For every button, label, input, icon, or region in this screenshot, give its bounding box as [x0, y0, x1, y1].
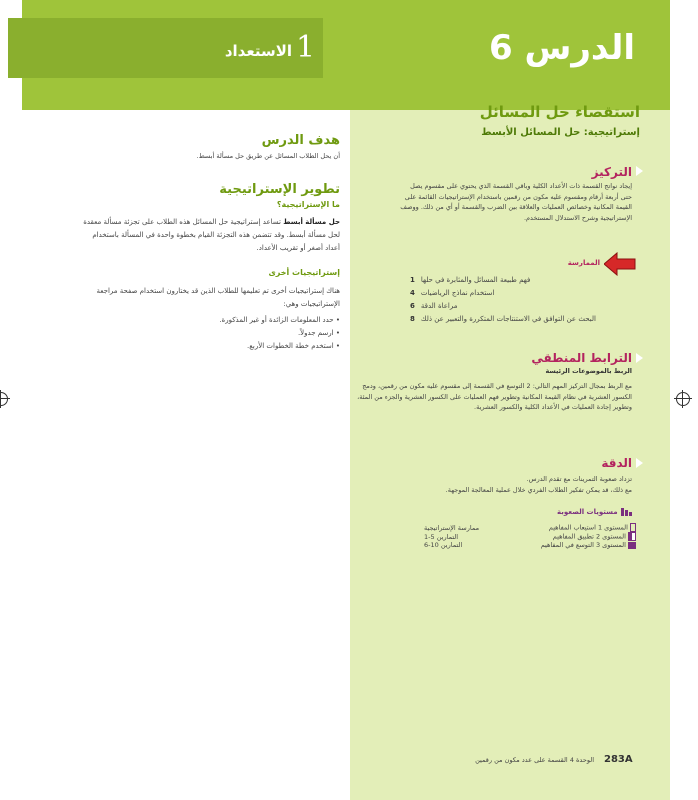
bullet-icon: • [333, 342, 340, 350]
bullet-icon: • [333, 329, 340, 337]
goal-heading: هدف الدرس [261, 133, 340, 148]
practice-label: الممارسة [567, 259, 600, 267]
bullet-item [120, 314, 340, 327]
bullet-item [120, 340, 340, 353]
practice-item [410, 274, 632, 287]
coherence-line: وتطوير إجادة العمليات في الأعداد الكلية والكسور العشرية. [474, 403, 632, 411]
practice-text: مراعاة الدقة [420, 302, 458, 310]
lesson-section-title: استقصاء حل المسائل [479, 103, 640, 121]
focus-marker-icon [636, 166, 643, 176]
level-1-icon [630, 523, 636, 532]
focus-line: القيمة المكانية وخصائص العمليات والعلاقة بين الضرب والقسمة أو أي من ذلك. ووصف [400, 203, 632, 211]
what-text [22, 216, 340, 255]
other-heading: إستراتيجيات أخرى [268, 268, 340, 277]
rigor-line: مع ذلك، قد يمكن تفكير الطلاب الفردي خلال عملية المعالجة الموجهة. [445, 485, 632, 494]
what-line: لحل مسألة أبسط. وقد تتضمن هذه التجزئة القيام بخطوة واحدة في المسألة باستخدام [92, 231, 340, 239]
what-line [22, 216, 340, 229]
focus-line: الإستراتيجية وشرح الاستدلال المستخدم. [523, 213, 632, 222]
levels-bar-icon [625, 510, 628, 516]
lesson-title: الدرس 6 [488, 28, 635, 68]
levels-bar-icon [621, 508, 624, 516]
focus-heading: التركيز [591, 165, 632, 179]
bullet-item [120, 327, 340, 340]
coherence-subheading: الربط بالموضوعات الرئيسة [545, 367, 632, 375]
level-cell [503, 523, 640, 532]
bullet-icon: • [333, 316, 340, 324]
difficulty-levels-title [530, 508, 632, 516]
level-row [420, 532, 640, 541]
levels-title-text: مستويات الصعوبة [556, 508, 618, 516]
level-label: المستوى 2 تطبيق المفاهيم [552, 532, 626, 541]
focus-text [400, 181, 632, 223]
other-bullets [120, 314, 340, 353]
other-text [22, 285, 340, 311]
level-label: المستوى 1 استيعاب المفاهيم [548, 523, 628, 532]
coherence-heading: الترابط المنطقي [531, 351, 632, 365]
coherence-marker-icon [636, 353, 643, 363]
rigor-marker-icon [636, 458, 643, 468]
practice-arrow-icon [604, 252, 636, 276]
practice-item [410, 287, 632, 300]
what-heading: ما الإستراتيجية؟ [276, 200, 340, 209]
lesson-section-subtitle: إستراتيجية: حل المسائل الأبسط [481, 127, 640, 138]
practice-num: 4 [410, 289, 415, 297]
level-row [420, 523, 640, 532]
difficulty-levels-table [420, 523, 640, 549]
practice-num: 8 [410, 315, 415, 323]
goal-text: أن يحل الطلاب المسائل عن طريق حل مسألة أبسط. [196, 152, 340, 160]
prep-number: 1 [296, 30, 316, 65]
rigor-heading: الدقة [601, 456, 632, 470]
level-range: التمارين 5-1 [424, 532, 459, 541]
registration-mark-icon [676, 392, 690, 406]
coherence-line: مع الربط بمجال التركيز المهم التالي: 2 التوسع في القسمة إلى مقسوم عليه مكون من رقمين، ودمج [362, 382, 632, 390]
practice-list [410, 274, 632, 326]
practice-num: 6 [410, 302, 415, 310]
practice-text: استخدام نماذج الرياضيات [420, 289, 495, 297]
strategy-heading: تطوير الإستراتيجية [219, 182, 340, 197]
level-2-icon [628, 532, 636, 541]
prep-label: الاستعداد [224, 42, 292, 60]
focus-line: حتى أربعة أرقام ومقسوم عليه مكون من رقمين باستخدام الإستراتيجيات القائمة على [404, 192, 632, 201]
registration-mark-icon [0, 392, 8, 406]
level-label: المستوى 3 التوسع في المفاهيم [540, 541, 626, 549]
what-line: أعداد أصغر أو تقريب الأعداد. [256, 244, 340, 252]
practice-text: فهم طبيعة المسائل والمثابرة في حلها [420, 276, 531, 284]
what-bold: حل مسألة أبسط [283, 218, 340, 226]
bullet-text: ارسم جدولاً. [297, 329, 334, 337]
other-line: الإستراتيجيات وهي: [283, 300, 340, 308]
practice-item [410, 300, 632, 313]
rigor-line: تزداد صعوبة التمرينات مع تقدم الدرس. [526, 475, 632, 483]
level-cell [503, 541, 640, 549]
level-row [420, 541, 640, 549]
level-cell [503, 532, 640, 541]
practice-num: 1 [410, 276, 415, 284]
other-line: هناك إستراتيجيات أخرى تم تعليمها للطلاب الذين قد يختارون استخدام صفحة مراجعة [96, 287, 340, 295]
page-number: 283A [604, 754, 633, 765]
coherence-text [355, 381, 632, 413]
footer-text: الوحدة 4 القسمة على عدد مكون من رقمين [475, 756, 594, 764]
practice-text: البحث عن التوافق في الاستنتاجات المتكررة والتعبير عن ذلك [420, 315, 596, 323]
coherence-line: الكسور العشرية في نظام القيمة المكانية وتطوير فهم العمليات على الكسور العشرية والجزء من المئة، [357, 392, 632, 401]
what-text-span: تساعد إستراتيجية حل المسائل هذه الطلاب على تجزئة مسألة معقدة [83, 218, 281, 226]
rigor-text [400, 474, 632, 495]
level-3-icon [628, 542, 636, 549]
practice-item [410, 313, 632, 326]
level-range: ممارسة الإستراتيجية [424, 523, 480, 532]
bullet-text: حدد المعلومات الزائدة أو غير المذكورة. [219, 316, 334, 324]
bullet-text: استخدم خطة الخطوات الأربع. [246, 342, 334, 350]
level-range: التمارين 10-6 [424, 541, 463, 549]
focus-line: إيجاد نواتج القسمة ذات الأعداد الكلية وباقي القسمة الذي يحتوي على مقسوم يصل [410, 182, 632, 190]
levels-bar-icon [629, 512, 632, 516]
